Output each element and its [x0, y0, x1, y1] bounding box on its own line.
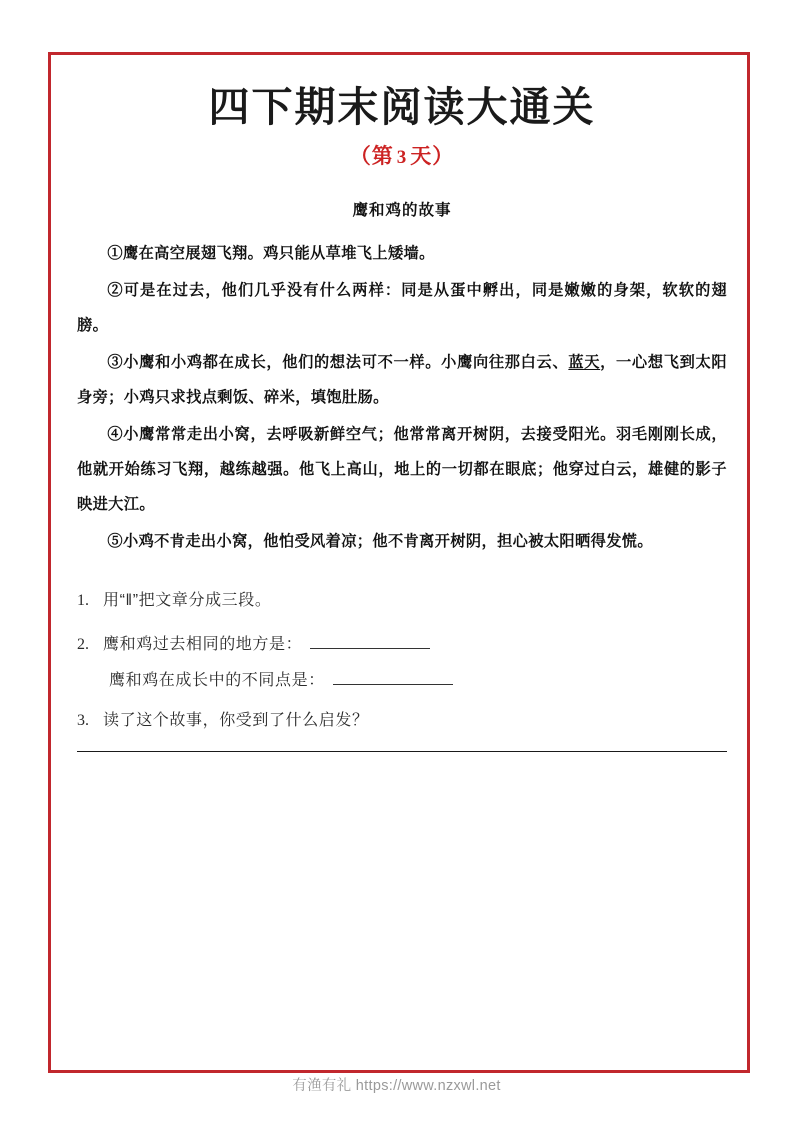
question-3-answer-line[interactable] — [77, 751, 727, 752]
reading-passage — [77, 198, 727, 559]
passage-paragraph-1: ①鹰在高空展翅飞翔。鸡只能从草堆飞上矮墙。 — [107, 244, 435, 263]
subtitle-prefix: （第 — [349, 145, 394, 169]
paragraph-3-underlined-phrase: 蓝天 — [568, 353, 601, 372]
question-2b-answer-blank[interactable] — [333, 667, 453, 685]
footer-watermark: 有渔有礼 https://www.nzxwl.net — [292, 1078, 501, 1094]
page-title: 四下期末阅读大通关 — [208, 84, 596, 130]
red-page-border — [48, 52, 750, 1073]
page-content — [51, 55, 753, 752]
questions-section — [77, 589, 727, 752]
question-2-text: 鹰和鸡过去相同的地方是： — [103, 635, 303, 653]
passage-paragraph-4: ④小鹰常常走出小窝，去呼吸新鲜空气；他常常离开树阴，去接受阳光。羽毛刚刚长成，他就开始练习飞翔，越练越强。他飞上高山，地上的一切都在眼底；他穿过白云，雄健的影子映进大江。 — [77, 425, 727, 514]
subtitle-suffix: 天） — [410, 145, 455, 169]
question-item-2b — [77, 667, 727, 690]
question-1-number: 1. — [77, 591, 89, 609]
question-3-text: 读了这个故事，你受到了什么启发？ — [103, 712, 369, 730]
question-2-answer-blank[interactable] — [310, 631, 430, 649]
question-1-text: 用“‖”把文章分成三段。 — [103, 591, 272, 609]
question-2b-text: 鹰和鸡在成长中的不同点是： — [109, 672, 325, 690]
passage-title: 鹰和鸡的故事 — [352, 200, 452, 220]
question-item-3 — [77, 709, 727, 732]
subtitle-day-badge — [77, 140, 727, 170]
question-item-1 — [77, 589, 727, 612]
question-item-2 — [77, 631, 727, 656]
question-2-number: 2. — [77, 635, 89, 653]
paragraph-3-text-after: ，一心想飞到太阳身旁；小鸡只求找点剩饭、碎米，填饱肚肠。 — [77, 353, 727, 407]
subtitle-day-number: 3 — [396, 147, 408, 169]
passage-paragraph-2: ②可是在过去，他们几乎没有什么两样：同是从蛋中孵出，同是嫩嫩的身架，软软的翅膀。 — [77, 281, 727, 335]
question-3-number: 3. — [77, 712, 89, 730]
passage-paragraph-5: ⑤小鸡不肯走出小窝，他怕受风着凉；他不肯离开树阴，担心被太阳晒得发慌。 — [107, 532, 653, 550]
passage-paragraph-3 — [77, 345, 727, 415]
paragraph-3-text-before: ③小鹰和小鸡都在成长，他们的想法可不一样。小鹰向往那白云、 — [107, 353, 569, 372]
